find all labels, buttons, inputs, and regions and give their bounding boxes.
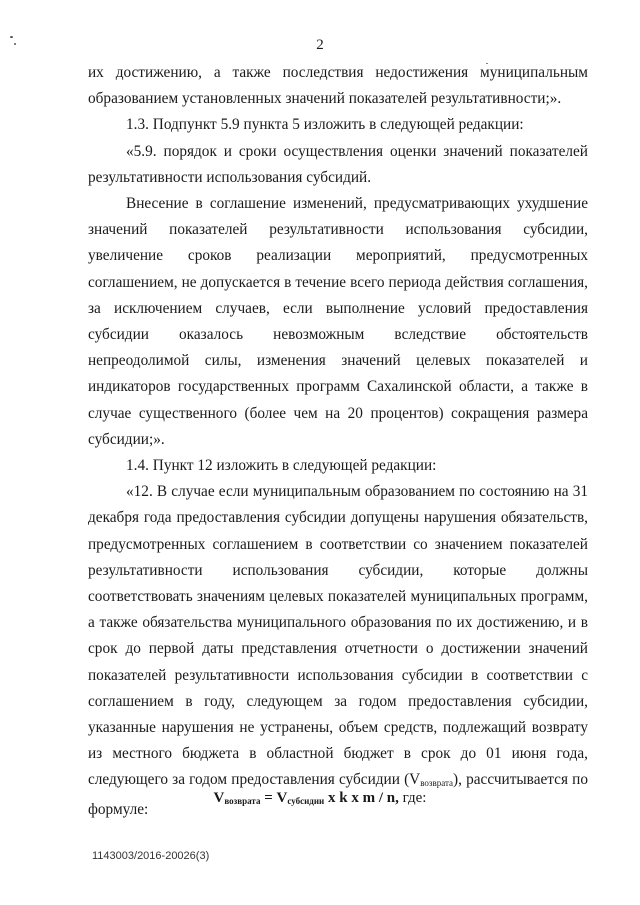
formula-tail: где: <box>398 790 427 806</box>
formula-v: V <box>213 790 225 806</box>
paragraph-item-1-3: 1.3. Подпункт 5.9 пункта 5 изложить в следующей редакции: <box>126 116 524 134</box>
paragraph-item-1-4: 1.4. Пункт 12 изложить в следующей редакции: <box>126 457 437 475</box>
formula <box>0 787 640 812</box>
formula-sub-subsidy: субсидии <box>287 796 325 806</box>
paragraph-amendments: Внесение в соглашение изменений, предусматривающих ухудшение значений показателей результативности использования субсидии, увеличение сроков реализации мероприятий, предусмотренных соглашением, не допускается в течение всего периода действия соглашения, за исключением случаев, если выполнение условий предоставления субсидии оказалось невозможным вследствие обстоятельств непреодолимой силы, изменения значений целевых показателей и индикаторов государственных программ Сахалинской области, а также в случае существенного (более чем на 20 процентов) сокращения размера субсидии;». <box>88 195 588 448</box>
paragraph-continuation: их достижению, а также последствия недостижения муниципальным образованием установленных значений показателей результативности;». <box>88 64 588 108</box>
formula-sub-return: возврата <box>224 796 261 806</box>
paragraph-item-12-text: «12. В случае если муниципальным образованием по состоянию на 31 декабря года предоставления субсидии допущены нарушения обязательств, предусмотренных соглашением в соответствии со значением показателей результативности использования субсидии, которые должны соответствовать значениям целевых показателей муниципальных программ, а также обязательства муниципального образования по их достижению, и в срок до первой даты представления отчетности о достижении значений показателей результативности использования субсидии в соответствии с соглашением в году, следующем за годом предоставления субсидии, указанные нарушения не устранены, объем средств, подлежащий возврату из местного бюджета в областной бюджет в срок до 01 июня года, следующего за годом предоставления субсидии (V <box>88 483 588 789</box>
paragraph-subitem-5-9: «5.9. порядок и сроки осуществления оценки значений показателей результативности использования субсидий. <box>88 142 588 186</box>
formula-eq: = V <box>260 790 288 806</box>
document-code: 1143003/2016-20026(3) <box>92 850 210 862</box>
formula-rest: x k x m / n, <box>324 790 399 806</box>
paragraph-item-12 <box>88 479 588 823</box>
v-return-subscript: возврата <box>420 778 454 789</box>
paragraph-item-12-tail: ), рассчитывается по формуле: <box>88 771 588 818</box>
body-text <box>88 60 588 823</box>
page-number: 2 <box>316 37 324 53</box>
